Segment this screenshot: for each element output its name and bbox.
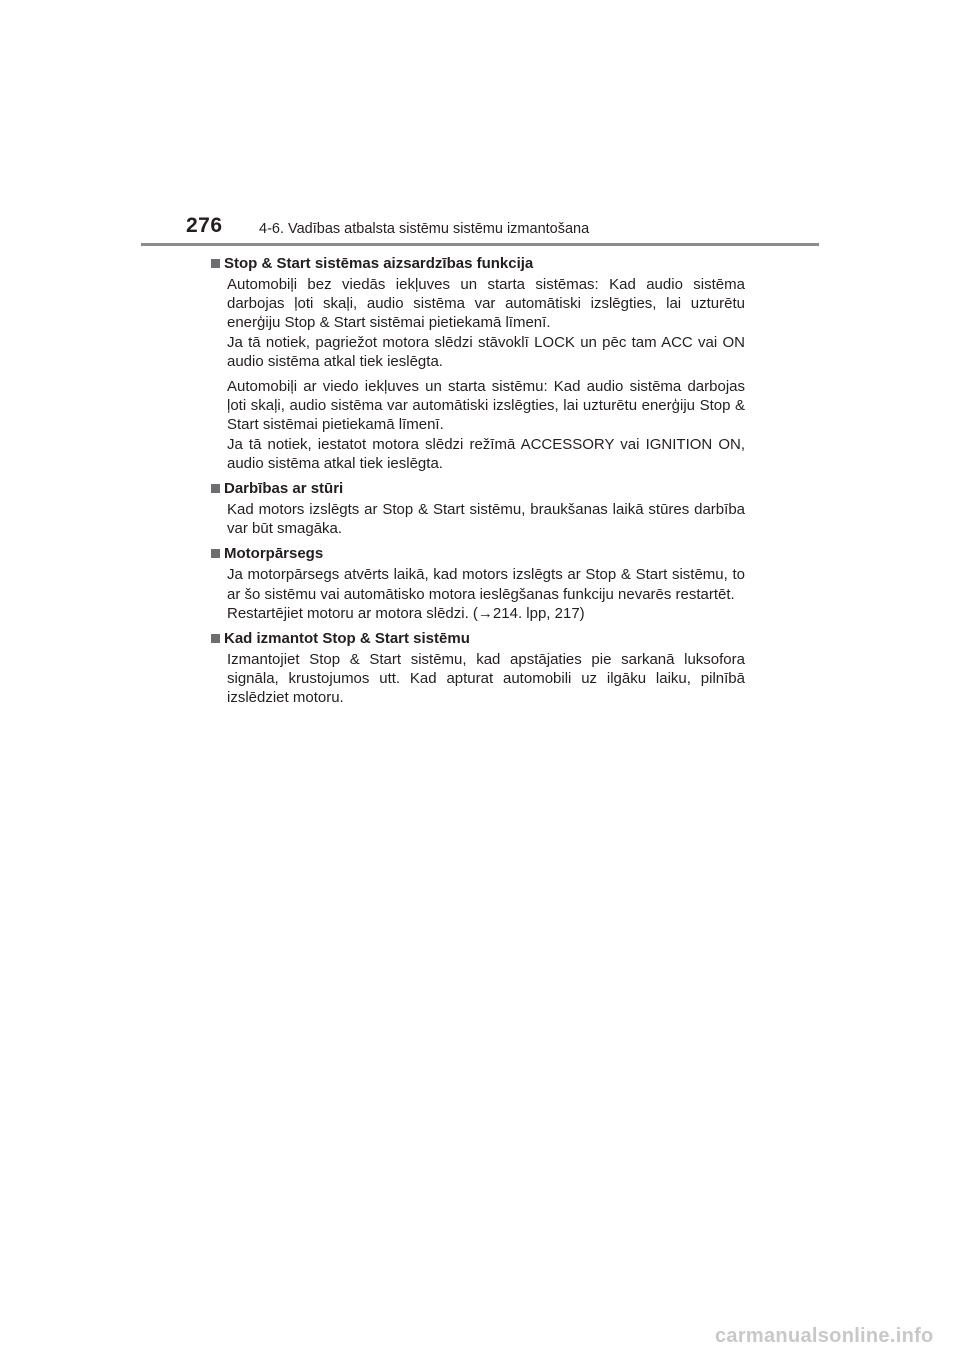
paragraph-line: Ja motorpārsegs atvērts laikā, kad motors izslēgts ar Stop & Start sistēmu, to xyxy=(227,566,745,584)
square-bullet-icon xyxy=(211,259,220,268)
paragraph-line: Ja tā notiek, iestatot motora slēdzi režīmā ACCESSORY vai IGNITION ON, xyxy=(227,435,745,453)
paragraph xyxy=(227,275,745,371)
paragraph-line: audio sistēma atkal tiek ieslēgta. xyxy=(227,454,443,472)
paragraph xyxy=(227,650,745,708)
section xyxy=(210,629,745,708)
paragraph-line: Automobiļi bez viedās iekļuves un starta sistēmas: Kad audio sistēma xyxy=(227,276,745,293)
section-heading xyxy=(210,629,745,648)
square-bullet-icon xyxy=(211,484,220,493)
header-rule xyxy=(141,243,819,246)
page-number: 276 xyxy=(186,214,223,237)
square-bullet-icon xyxy=(211,549,220,558)
paragraph-line: izslēdziet motoru. xyxy=(227,689,344,707)
section-heading-text: Darbības ar stūri xyxy=(224,480,344,498)
paragraph xyxy=(227,377,745,473)
paragraph xyxy=(227,565,745,623)
paragraph-line: Izmantojiet Stop & Start sistēmu, kad apstājaties pie sarkanā luksofora xyxy=(227,651,745,669)
section xyxy=(210,254,745,473)
content xyxy=(210,254,745,714)
paragraph-line: signāla, krustojumos utt. Kad apturat automobili uz ilgāku laiku, pilnībā xyxy=(227,670,745,688)
section-heading-text: Kad izmantot Stop & Start sistēmu xyxy=(224,630,470,648)
chapter-title: 4-6. Vadības atbalsta sistēmu sistēmu izmantošana xyxy=(259,221,590,237)
paragraph-line: enerģiju Stop & Start sistēmai pietiekamā līmenī. xyxy=(227,314,551,332)
square-bullet-icon xyxy=(211,634,220,643)
paragraph-line: Ja tā notiek, pagriežot motora slēdzi stāvoklī LOCK un pēc tam ACC vai ON xyxy=(227,333,745,351)
watermark: carmanualsonline.info xyxy=(715,1325,934,1347)
section-heading-text: Stop & Start sistēmas aizsardzības funkcija xyxy=(224,255,534,272)
paragraph xyxy=(227,500,745,538)
paragraph-line: Kad motors izslēgts ar Stop & Start sistēmu, braukšanas laikā stūres darbība xyxy=(227,501,745,519)
paragraph-line: ļoti skaļi, audio sistēma var automātiski izslēgties, lai uzturētu enerģiju Stop & xyxy=(227,397,745,415)
section xyxy=(210,544,745,623)
section xyxy=(210,479,745,538)
paragraph-line: var būt smagāka. xyxy=(227,520,343,538)
paragraph-line: Automobiļi ar viedo iekļuves un starta sistēmu: Kad audio sistēma darbojas xyxy=(227,378,745,396)
paragraph-line: darbojas ļoti skaļi, audio sistēma var automātiski izslēgties, lai uzturētu xyxy=(227,295,745,313)
section-heading-text: Motorpārsegs xyxy=(224,545,324,563)
paragraph-line: audio sistēma atkal tiek ieslēgta. xyxy=(227,352,443,370)
paragraph-line: ar šo sistēmu vai automātisko motora ieslēgšanas funkciju nevarēs restartēt. xyxy=(227,585,735,603)
section-heading xyxy=(210,254,745,273)
paragraph-line: Start sistēmai pietiekamā līmenī. xyxy=(227,416,444,434)
section-heading xyxy=(210,479,745,498)
paragraph-line: Restartējiet motoru ar motora slēdzi. (→214. lpp, 217) xyxy=(227,604,585,622)
section-heading xyxy=(210,544,745,563)
